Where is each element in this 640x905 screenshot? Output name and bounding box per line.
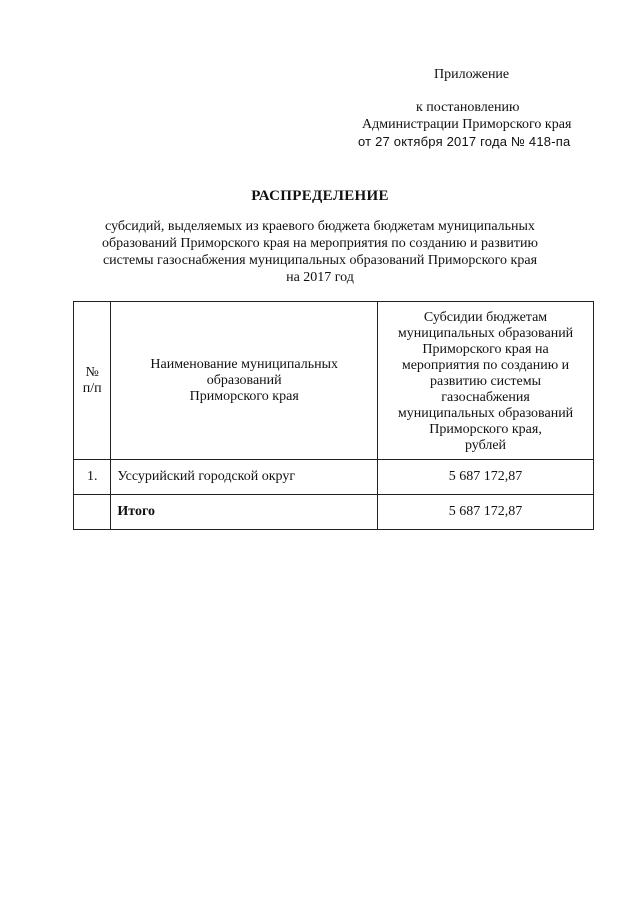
header-sum-line: муниципальных образований <box>397 405 574 421</box>
distribution-table <box>73 301 594 530</box>
table-total-row <box>74 495 594 530</box>
header-sum-line: муниципальных образований <box>397 325 574 341</box>
appendix-administration-line: Администрации Приморского края <box>362 117 572 132</box>
row-number-cell: 1. <box>74 460 111 495</box>
header-sum-line: Субсидии бюджетам <box>423 309 548 325</box>
header-sum-line: газоснабжения <box>441 389 530 405</box>
appendix-date-number-line: от 27 октября 2017 года № 418-па <box>358 134 571 149</box>
total-label-cell: Итого <box>111 495 378 530</box>
header-number-line: п/п <box>82 380 102 396</box>
header-name-line: Приморского края <box>189 388 299 404</box>
appendix-resolution-line: к постановлению <box>416 100 520 115</box>
table-header-row <box>74 302 594 460</box>
header-name-cell <box>111 302 378 460</box>
header-name-line: Наименование муниципальных <box>150 356 339 372</box>
header-sum-line: развитию системы <box>430 373 541 389</box>
header-number-cell <box>74 302 111 460</box>
header-sum-line: мероприятия по созданию и <box>401 357 570 373</box>
header-name-line: образований <box>206 372 282 388</box>
document-title: РАСПРЕДЕЛЕНИЕ <box>251 188 389 204</box>
appendix-title: Приложение <box>434 67 510 82</box>
header-number-line: № <box>85 364 99 380</box>
total-number-cell <box>74 495 111 530</box>
subtitle-line: образований Приморского края на мероприятия по созданию и развитию <box>102 236 538 251</box>
subtitle-line: субсидий, выделяемых из краевого бюджета бюджетам муниципальных <box>105 219 535 234</box>
header-sum-line: Приморского края на <box>422 341 549 357</box>
subtitle-line: системы газоснабжения муниципальных образований Приморского края <box>102 253 538 268</box>
header-sum-line: Приморского края, <box>429 421 542 437</box>
row-name-cell: Уссурийский городской округ <box>111 460 378 495</box>
header-sum-cell <box>378 302 594 460</box>
table-row <box>74 460 594 495</box>
row-sum-cell: 5 687 172,87 <box>378 460 594 495</box>
subtitle-line: на 2017 год <box>286 270 354 285</box>
total-sum-cell: 5 687 172,87 <box>378 495 594 530</box>
header-sum-line: рублей <box>464 437 507 453</box>
document-subtitle <box>70 218 570 286</box>
